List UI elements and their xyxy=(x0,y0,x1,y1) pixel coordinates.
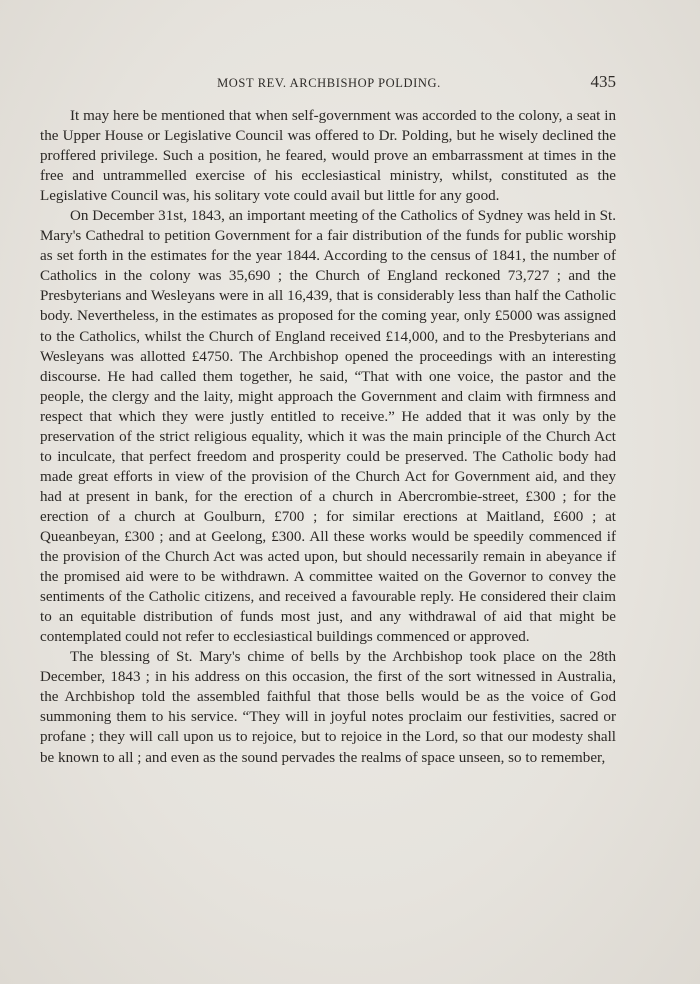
paragraph: It may here be mentioned that when self-government was accorded to the colony, a seat in the Upper House or Legislative Council was offered to Dr. Polding, but he wisely declined the proffered privilege. Such a position, he feared, would prove an embarrassment at times in the free and untrammelled exercise of his ecclesiastical ministry, whilst, constituted as the Legislative Council was, his solitary vote could avail but little for any good. xyxy=(40,108,616,205)
paragraph: The blessing of St. Mary's chime of bells by the Archbishop took place on the 28th December, 1843 ; in his address on this occasion, the first of the sort witnessed in Australia, the Archbishop told the assembled faithful that those bells would be as the voice of God summoning them to his service. “They will in joyful notes proclaim our festivities, sacred or profane ; they will call upon us to rejoice, but to rejoice in the Lord, so that our modesty shall be known to all ; and even as the sound pervades the realms of space unseen, so to remember, xyxy=(40,649,616,766)
paragraph: On December 31st, 1843, an important meeting of the Catholics of Sydney was held in St. Mary's Cathedral to petition Government for a fair distribution of the funds for public worship as set forth in the estimates for the year 1844. According to the census of 1841, the number of Catholics in the colony was 35,690 ; the Church of England reckoned 73,727 ; and the Presbyterians and Wesleyans were in all 16,439, that is considerably less than half the Catholic body. Nevertheless, in the estimates as proposed for the coming year, only £5000 was assigned to the Catholics, whilst the Church of England received £14,000, and to the Presbyterians and Wesleyans was allotted £4750. The Archbishop opened the proceedings with an interesting discourse. He had called them together, he said, “That with one voice, the pastor and the people, the clergy and the laity, might approach the Government and claim with firmness and respect that which they were justly entitled to receive.” He added that it was only by the preservation of the strict religious equality, which it was the main principle of the Church Act to inculcate, that perfect freedom and prosperity could be preserved. The Catholic body had made great efforts in view of the provision of the Church Act for Government aid, and they had at present in bank, for the erection of a church in Abercrombie-street, £300 ; for the erection of a church at Goulburn, £700 ; for similar erections at Maitland, £600 ; at Queanbeyan, £300 ; and at Geelong, £300. All these works would be speedily commenced if the provision of the Church Act was acted upon, but should necessarily remain in abeyance if the promised aid were to be withdrawn. A committee waited on the Governor to convey the sentiments of the Catholic citizens, and received a favourable reply. He considered their claim to an equitable distribution of funds most just, and any withdrawal of aid that might be contemplated could not refer to ecclesiastical buildings commenced or approved. xyxy=(40,208,616,646)
page-header xyxy=(42,72,616,92)
page-number: 435 xyxy=(590,72,616,91)
running-title: MOST REV. ARCHBISHOP POLDING. xyxy=(217,76,441,90)
body-text xyxy=(40,106,616,768)
